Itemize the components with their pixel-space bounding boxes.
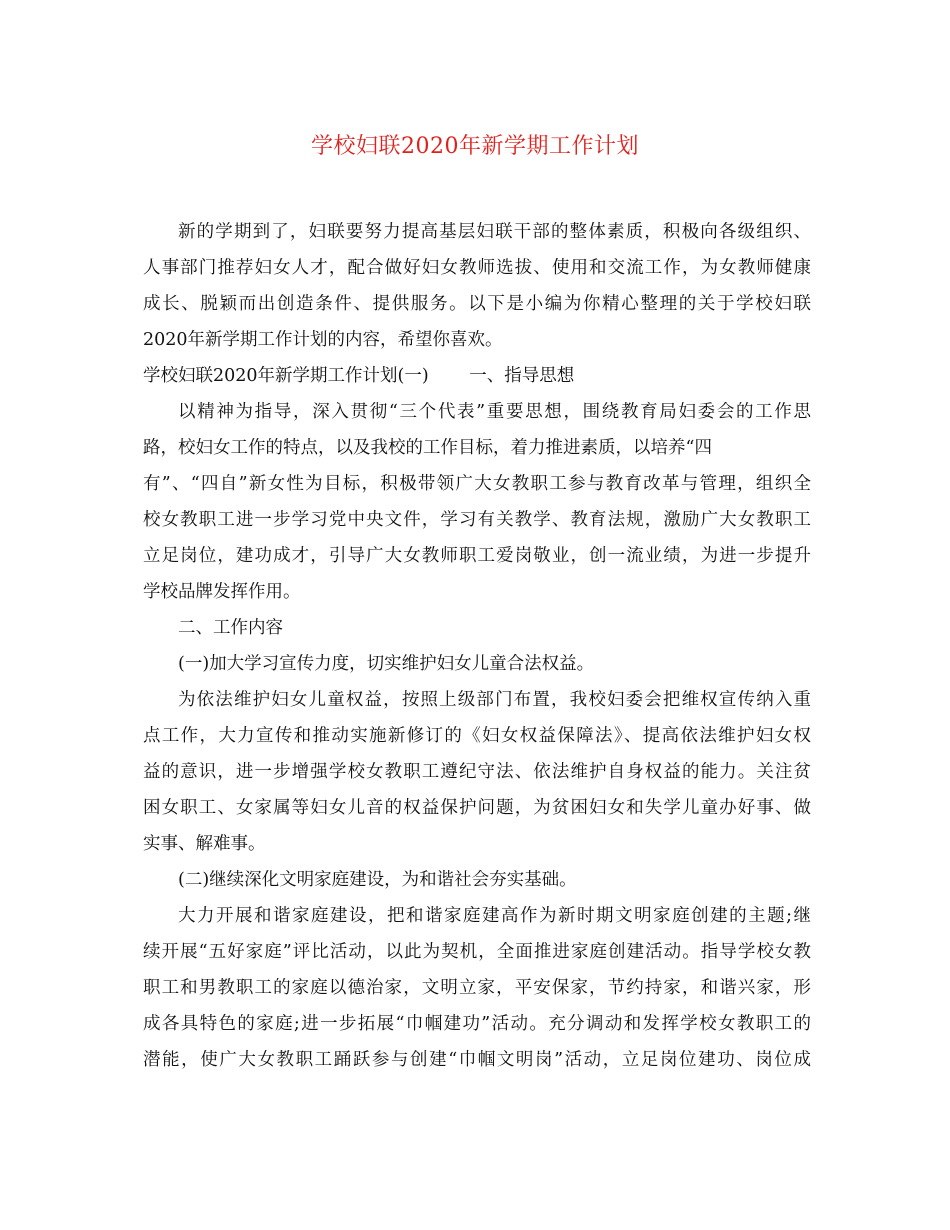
text-line: 学校妇联2020年新学期工作计划(一) 一、指导思想	[143, 366, 575, 386]
text-line: 潜能，使广大女教职工踊跃参与创建“巾帼文明岗”活动，立足岗位建功、岗位成	[143, 1050, 811, 1070]
text-line: 新的学期到了，妇联要努力提高基层妇联干部的整体素质，积极向各级组织、	[178, 222, 811, 242]
text-line: (一)加大学习宣传力度，切实维护妇女儿童合法权益。	[178, 654, 595, 674]
text-line: 为依法维护妇女儿童权益，按照上级部门布置，我校妇委会把维权宣传纳入重	[178, 690, 811, 710]
text-line: 2020年新学期工作计划的内容，希望你喜欢。	[143, 330, 503, 350]
text-line: 立足岗位，建功成才，引导广大女教师职工爱岗敬业，创一流业绩，为进一步提升	[143, 546, 811, 566]
text-line: 学校品牌发挥作用。	[143, 582, 301, 602]
document-body	[143, 214, 811, 1078]
text-line: 成各具特色的家庭;进一步拓展“巾帼建功”活动。充分调动和发挥学校女教职工的	[143, 1014, 811, 1034]
text-line: 实事、解难事。	[143, 834, 266, 854]
text-line: 职工和男教职工的家庭以德治家，文明立家，平安保家，节约持家，和谐兴家，形	[143, 978, 811, 998]
text-line: 大力开展和谐家庭建设，把和谐家庭建高作为新时期文明家庭创建的主题;继	[178, 906, 811, 926]
text-line: 路，校妇女工作的特点，以及我校的工作目标，着力推进素质，以培养“四	[143, 438, 712, 458]
text-line: (二)继续深化文明家庭建设，为和谐社会夯实基础。	[178, 870, 577, 890]
text-line: 益的意识，进一步增强学校女教职工遵纪守法、依法维护自身权益的能力。关注贫	[143, 762, 811, 782]
document-title: 学校妇联2020年新学期工作计划	[311, 134, 639, 159]
text-line: 成长、脱颖而出创造条件、提供服务。以下是小编为你精心整理的关于学校妇联	[143, 294, 811, 314]
text-line: 以精神为指导，深入贯彻“三个代表”重要思想，围绕教育局妇委会的工作思	[178, 402, 811, 422]
text-line: 人事部门推荐妇女人才，配合做好妇女教师选拔、使用和交流工作，为女教师健康	[143, 258, 811, 278]
text-line: 困女职工、女家属等妇女儿音的权益保护问题，为贫困妇女和失学儿童办好事、做	[143, 798, 811, 818]
text-line: 二、工作内容	[178, 618, 283, 638]
text-line: 点工作，大力宣传和推动实施新修订的《妇女权益保障法》、提高依法维护妇女权	[143, 726, 811, 746]
text-line: 有”、“四自”新女性为目标，积极带领广大女教职工参与教育改革与管理，组织全	[143, 474, 811, 494]
text-line: 校女教职工进一步学习党中央文件，学习有关教学、教育法规，激励广大女教职工	[143, 510, 811, 530]
text-line: 续开展“五好家庭”评比活动，以此为契机，全面推进家庭创建活动。指导学校女教	[143, 942, 811, 962]
